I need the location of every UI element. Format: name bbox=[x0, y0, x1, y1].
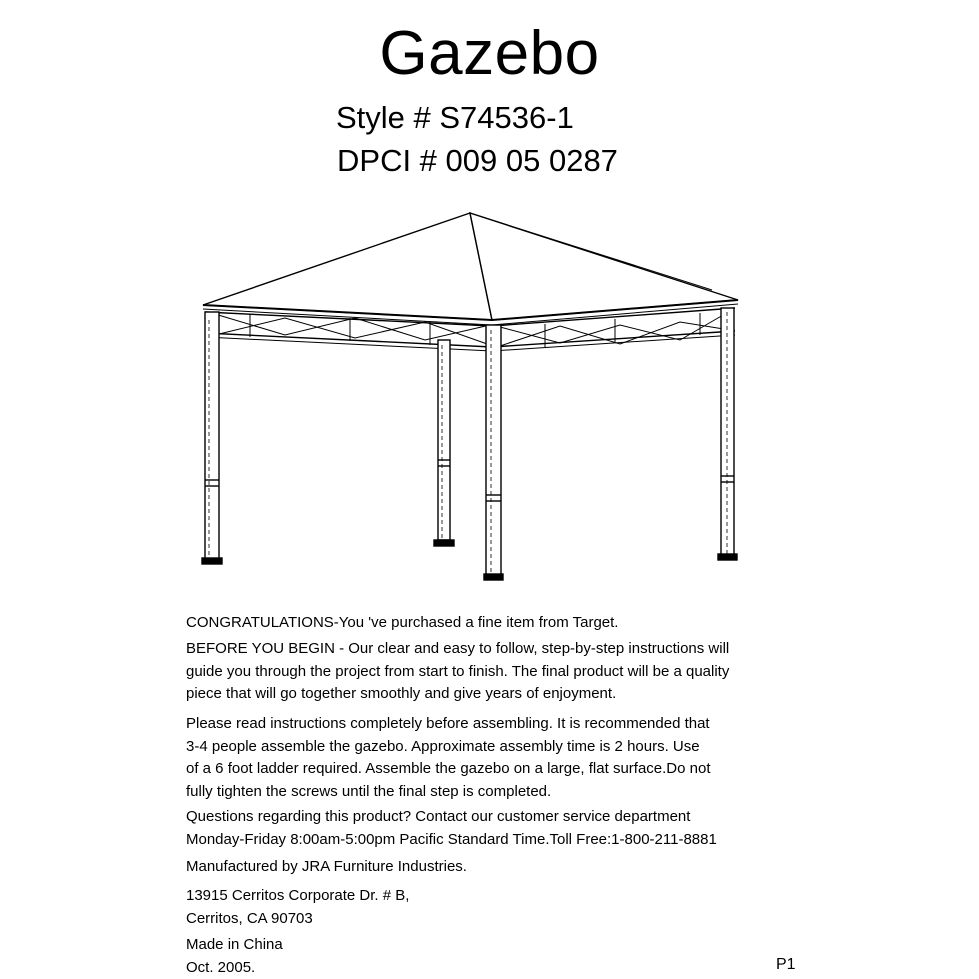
text-line: Please read instructions completely before assembling. It is recommended that bbox=[186, 715, 710, 732]
post-back bbox=[434, 340, 454, 546]
questions-paragraph bbox=[186, 806, 717, 851]
congratulations-paragraph bbox=[186, 612, 618, 635]
post-left bbox=[202, 312, 222, 564]
before-you-begin-paragraph bbox=[186, 638, 729, 706]
text-line: of a 6 foot ladder required. Assemble the gazebo on a large, flat surface.Do not bbox=[186, 760, 711, 777]
gazebo-illustration bbox=[195, 205, 745, 585]
document-title: Gazebo bbox=[379, 19, 600, 88]
text-line: Monday-Friday 8:00am-5:00pm Pacific Standard Time.Toll Free:1-800-211-8881 bbox=[186, 830, 717, 848]
address-line: Cerritos, CA 90703 bbox=[186, 909, 313, 927]
roof-left-face bbox=[203, 213, 492, 320]
text-line: piece that will go together smoothly and give years of enjoyment. bbox=[186, 685, 617, 702]
dpci-number: DPCI # 009 05 0287 bbox=[337, 143, 618, 178]
post-front bbox=[484, 325, 503, 580]
please-read-paragraph bbox=[186, 713, 711, 803]
address-line: 13915 Cerritos Corporate Dr. # B, bbox=[186, 887, 410, 904]
page-number: P1 bbox=[776, 956, 796, 973]
text-line: 3-4 people assemble the gazebo. Approximate assembly time is 2 hours. Use bbox=[186, 737, 700, 755]
origin-block bbox=[186, 934, 283, 979]
style-number: Style # S74536-1 bbox=[336, 100, 574, 135]
text-line: guide you through the project from start to finish. The final product will be a quality bbox=[186, 662, 730, 680]
text-line: BEFORE YOU BEGIN - Our clear and easy to follow, step-by-step instructions will bbox=[186, 640, 730, 657]
text-line: Made in China bbox=[186, 936, 283, 953]
text-line: Oct. 2005. bbox=[186, 958, 256, 976]
manufacturer-paragraph bbox=[186, 856, 467, 879]
address-block bbox=[186, 885, 409, 930]
text-line: CONGRATULATIONS-You 've purchased a fine item from Target. bbox=[186, 614, 619, 631]
text-line: Questions regarding this product? Contact our customer service department bbox=[186, 808, 691, 825]
text-line: Manufactured by JRA Furniture Industries. bbox=[186, 858, 467, 875]
text-line: fully tighten the screws until the final step is completed. bbox=[186, 782, 552, 800]
post-right bbox=[718, 308, 737, 560]
